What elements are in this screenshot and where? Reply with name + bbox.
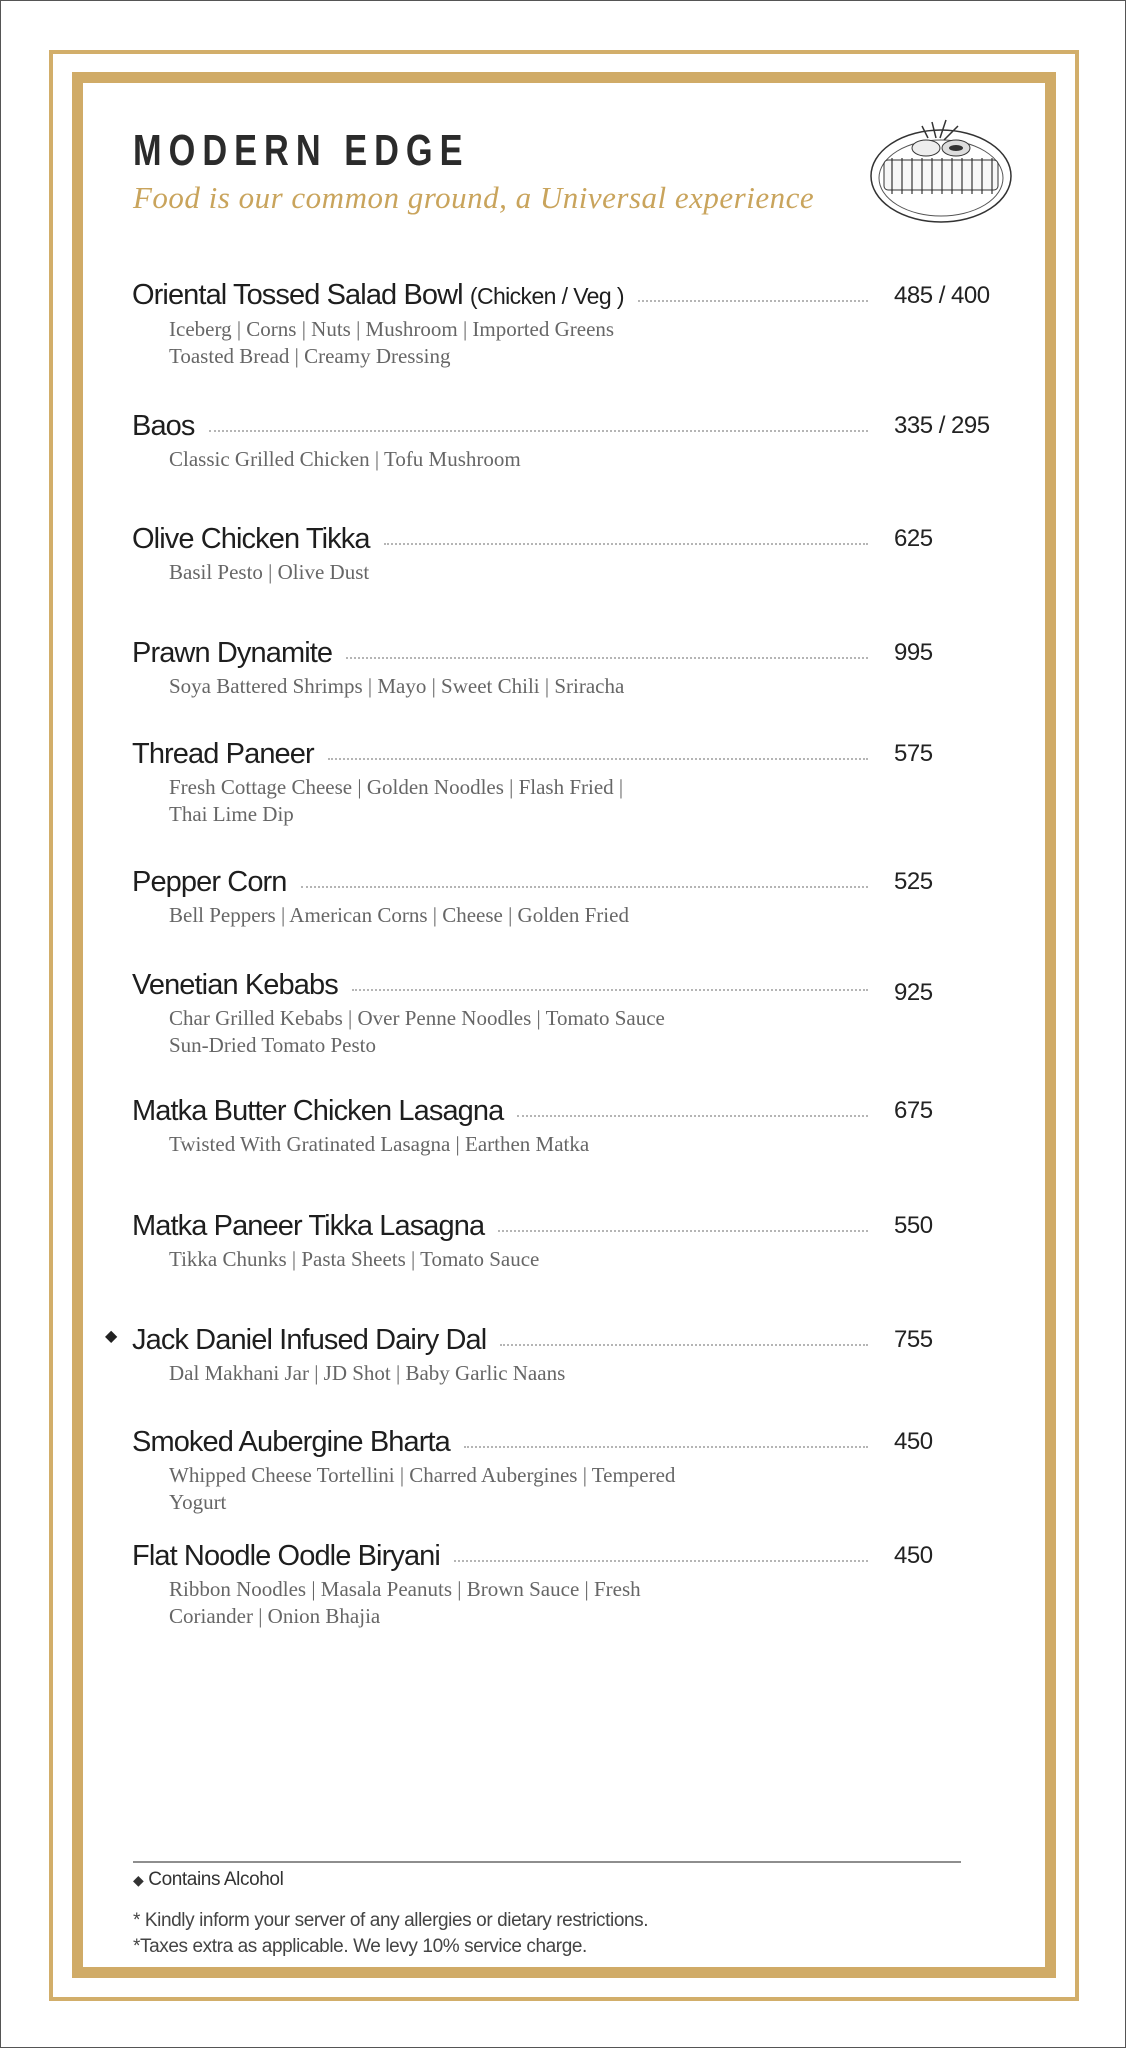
dot-leader [352,989,868,991]
menu-item [132,736,992,828]
item-price: 485 / 400 [894,282,990,309]
tagline: Food is our common ground, a Universal experience [133,180,815,215]
item-description: Tikka Chunks | Pasta Sheets | Tomato Sauce [169,1247,540,1271]
item-description: Bell Peppers | American Corns | Cheese | Golden Fried [169,903,629,927]
dot-leader [346,657,868,659]
item-description: Basil Pesto | Olive Dust [169,560,370,584]
dot-leader [638,300,868,302]
menu-item [132,1208,992,1273]
plate-of-ribs-icon [866,118,1016,226]
item-price: 675 [894,1097,933,1124]
item-name: Matka Paneer Tikka Lasagna [132,1210,485,1242]
item-price: 755 [894,1326,933,1353]
item-description: Whipped Cheese Tortellini | Charred Aubergines | Tempered Yogurt [169,1463,676,1514]
item-price: 625 [894,525,933,552]
menu-item [132,1322,992,1387]
item-name: Pepper Corn [132,866,287,898]
dot-leader [498,1230,868,1232]
item-price: 550 [894,1212,933,1239]
diamond-icon: ◆ [133,1872,144,1888]
item-description: Char Grilled Kebabs | Over Penne Noodles | Tomato Sauce Sun-Dried Tomato Pesto [169,1006,665,1057]
item-price: 525 [894,868,933,895]
item-variant: (Chicken / Veg ) [469,283,624,309]
item-description: Fresh Cottage Cheese | Golden Noodles | Flash Fried | Thai Lime Dip [169,775,624,826]
menu-item [132,1424,992,1516]
item-price: 335 / 295 [894,412,990,439]
menu-item [132,408,992,473]
dot-leader [209,430,869,432]
item-description: Classic Grilled Chicken | Tofu Mushroom [169,447,521,471]
menu-item [132,1538,992,1630]
item-name: Baos [132,410,195,442]
allergy-note: * Kindly inform your server of any allergies or dietary restrictions. [133,1910,649,1931]
restaurant-title: MODERN EDGE [133,126,470,175]
item-name: Thread Paneer [132,738,314,770]
alcohol-diamond-icon: ◆ [105,1328,118,1345]
menu-item [132,967,992,1059]
item-description: Twisted With Gratinated Lasagna | Earthen Matka [169,1132,590,1156]
item-name: Venetian Kebabs [132,969,338,1001]
item-price: 450 [894,1428,933,1455]
item-price: 925 [894,979,933,1006]
item-name: Prawn Dynamite [132,637,333,669]
dot-leader [517,1115,868,1117]
item-price: 995 [894,639,933,666]
menu-item [132,278,992,370]
item-name: Matka Butter Chicken Lasagna [132,1095,504,1127]
menu-item [132,635,992,700]
item-name: Smoked Aubergine Bharta [132,1426,450,1458]
menu-item [132,521,992,586]
item-price: 450 [894,1542,933,1569]
item-name: Jack Daniel Infused Dairy Dal [132,1324,487,1356]
item-description: Iceberg | Corns | Nuts | Mushroom | Imported Greens Toasted Bread | Creamy Dressing [169,317,615,368]
menu-item [132,864,992,929]
dot-leader [454,1560,868,1562]
item-description: Dal Makhani Jar | JD Shot | Baby Garlic Naans [169,1361,566,1385]
item-price: 575 [894,740,933,767]
alcohol-legend: ◆ Contains Alcohol [133,1869,284,1890]
item-description: Ribbon Noodles | Masala Peanuts | Brown Sauce | Fresh Coriander | Onion Bhajia [169,1577,641,1628]
dot-leader [328,758,868,760]
item-description: Soya Battered Shrimps | Mayo | Sweet Chili | Sriracha [169,674,625,698]
footer-divider [133,1861,961,1863]
item-name: Oriental Tossed Salad Bowl (Chicken / Veg ) [132,279,624,311]
item-name: Flat Noodle Oodle Biryani [132,1540,440,1572]
item-name: Olive Chicken Tikka [132,523,370,555]
dot-leader [384,543,868,545]
dot-leader [301,886,868,888]
menu-item [132,1093,992,1158]
dot-leader [500,1344,868,1346]
tax-note: *Taxes extra as applicable. We levy 10% service charge. [133,1936,587,1957]
dot-leader [464,1446,868,1448]
